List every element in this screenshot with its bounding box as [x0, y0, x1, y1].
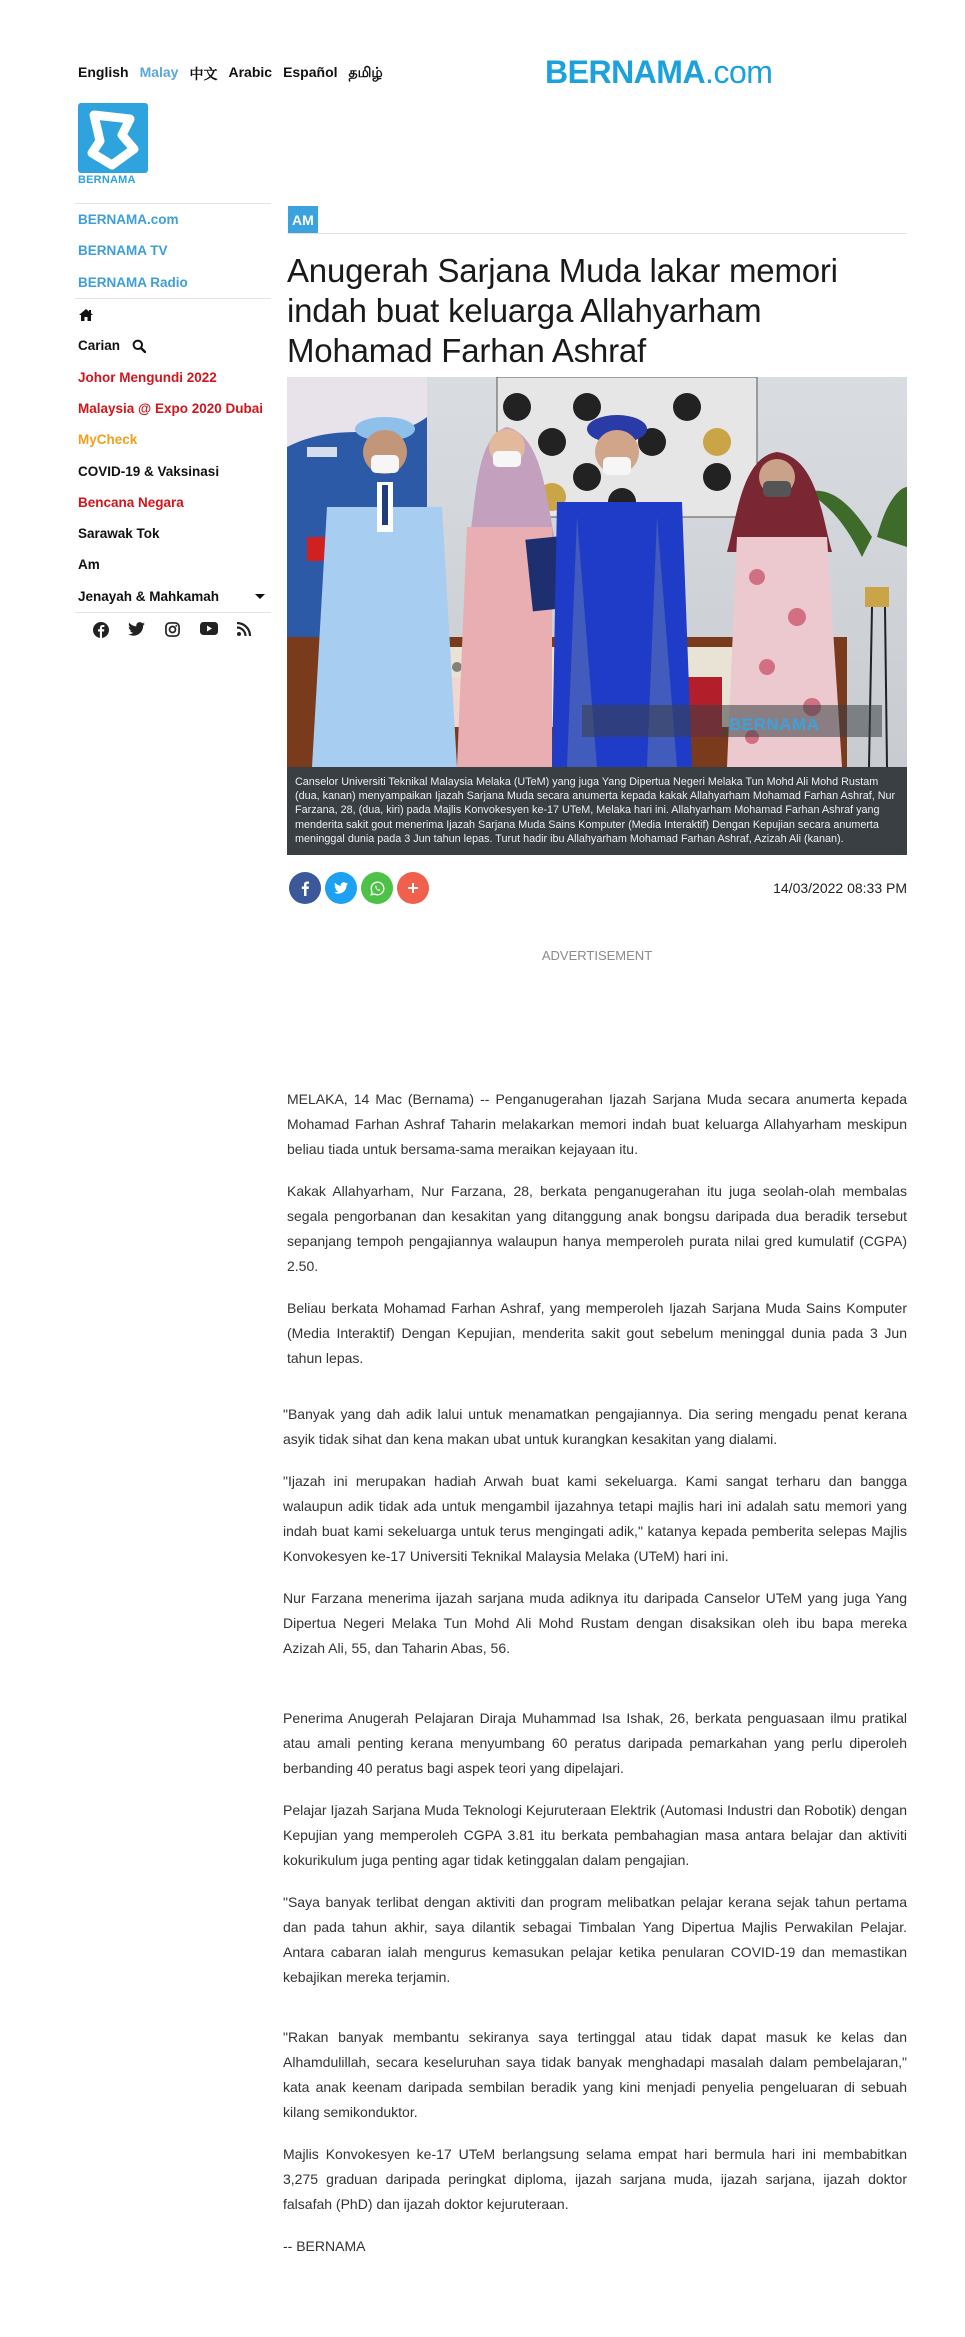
sidebar-item-label: Jenayah & Mahkamah — [78, 588, 220, 604]
share-row — [287, 871, 907, 905]
twitter-icon — [334, 882, 348, 894]
caret-down-icon — [255, 594, 265, 599]
sidebar-item-mycheck[interactable]: MyCheck — [78, 432, 138, 448]
sidebar-home[interactable] — [75, 299, 271, 330]
search-label: Carian — [78, 338, 121, 354]
share-twitter-button[interactable] — [325, 872, 357, 904]
lang-chinese[interactable]: 中文 — [189, 66, 218, 82]
search-icon — [132, 339, 146, 353]
lang-malay[interactable]: Malay — [139, 64, 179, 80]
wordmark-suffix: .com — [705, 54, 773, 90]
paragraph: Beliau berkata Mohamad Farhan Ashraf, yang memperoleh Ijazah Sarjana Muda Sains Komputer (Media Interaktif) Dengan Kepujian, menderita sakit gout sebelum meninggal dunia pada 3 Jun tahun lepas. — [287, 1300, 907, 1367]
instagram-icon[interactable] — [165, 622, 180, 638]
paragraph: "Rakan banyak membantu sekiranya saya tertinggal atau tidak dapat masuk ke kelas dan Alhamdulillah, secara keseluruhan saya tidak banyak menghadapi masalah dalam pembelajaran," kata anak keenam daripada sembilan beradik yang kini menjadi penyelia pengeluaran di sebuah kilang semikonduktor. — [283, 2029, 907, 2120]
youtube-icon[interactable] — [200, 622, 218, 638]
sidebar-link-bernama-tv[interactable]: BERNAMA TV — [78, 243, 168, 259]
paragraph: "Ijazah ini merupakan hadiah Arwah buat kami sekeluarga. Kami sangat terharu dan bangga walaupun adik tidak ada untuk mengambil ijazahnya tetapi majlis hari ini adalah satu memori yang indah buat kami sekeluarga untuk terus mengingati adik," katanya kepada pemberita selepas Majlis Konvokesyen ke-17 Universiti Teknikal Malaysia Melaka (UTeM) hari ini. — [283, 1473, 907, 1564]
paragraph: MELAKA, 14 Mac (Bernama) -- Penganugerahan Ijazah Sarjana Muda secara anumerta kepada Mohamad Farhan Ashraf Taharin melakarkan memori indah buat keluarga Allahyarham meskipun beliau tiada untuk bersama-sama meraikan kejayaan itu. — [287, 1091, 907, 1158]
sidebar-item-am[interactable]: Am — [78, 557, 100, 573]
home-icon — [78, 308, 94, 322]
logo-label: BERNAMA — [78, 174, 136, 186]
site-wordmark-logo[interactable] — [545, 54, 772, 91]
article-title: Anugerah Sarjana Muda lakar memori indah buat keluarga Allahyarham Mohamad Farhan Ashraf — [287, 252, 838, 369]
social-links — [75, 613, 271, 638]
article-body-block-1 — [287, 1087, 907, 1371]
article-body-block-4 — [283, 2025, 907, 2276]
paragraph: Penerima Anugerah Pelajaran Diraja Muhammad Isa Ishak, 26, berkata penguasaan ilmu pratikal atau amali penting kerana menyumbang 60 peratus daripada pemarkahan yang perlu diperoleh berbanding 40 peratus bagi aspek teori yang dipelajari. — [283, 1710, 907, 1776]
lang-tamil[interactable]: தமிழ் — [348, 64, 383, 80]
sidebar-item-jenayah[interactable] — [75, 581, 271, 612]
paragraph: Majlis Konvokesyen ke-17 UTeM berlangsung selama empat hari bermula hari ini membabitkan 3,275 graduan daripada peringkat diploma, ijazah sarjana muda, ijazah sarjana, ijazah doktor falsafah (PhD) dan ijazah doktor kejuruteraan. — [283, 2146, 907, 2212]
bernama-logo[interactable] — [78, 103, 150, 189]
category-row — [287, 204, 907, 234]
lang-english[interactable]: English — [78, 64, 129, 80]
share-facebook-button[interactable] — [289, 872, 321, 904]
sidebar-search[interactable] — [75, 330, 271, 361]
paragraph: Pelajar Ijazah Sarjana Muda Teknologi Kejuruteraan Elektrik (Automasi Industri dan Robotik) dengan Kepujian yang memperoleh CGPA 3.81 itu berkata pembahagian masa antara belajar dan aktiviti kokurikulum juga penting agar tidak ketinggalan dalam pengajian. — [283, 1802, 907, 1868]
sidebar-link-bernama-com[interactable]: BERNAMA.com — [78, 212, 179, 228]
category-badge[interactable]: AM — [288, 206, 318, 233]
article — [287, 204, 907, 1388]
wordmark-bold: BERNAMA — [545, 54, 706, 90]
paragraph: Kakak Allahyarham, Nur Farzana, 28, berkata penganugerahan itu juga seolah-olah membalas segala pengorbanan dan kesakitan yang ditanggung anak bongsu daripada dua beradik tersebut sepanjang tempoh pengajiannya walaupun hanya memperoleh purata nilai gred kumulatif (CGPA) 2.50. — [287, 1183, 907, 1275]
whatsapp-icon — [370, 881, 385, 896]
photo-caption: Canselor Universiti Teknikal Malaysia Melaka (UTeM) yang juga Yang Dipertua Negeri Melaka Tun Mohd Ali Mohd Rustam (dua, kanan) menyampaikan Ijazah Sarjana Muda secara anumerta kepada kakak Allahyarham Mohamad Farhan Ashraf, Nur Farzana, 28, (dua, kiri) pada Majlis Konvokesyen ke-17 UTeM, Melaka hari ini. Allahyarham Mohamad Farhan Ashraf yang menderita sakit gout menerima Ijazah Sarjana Muda Sains Komputer (Media Interaktif) Dengan Kepujian secara anumerta meninggal dunia pada 3 Jun tahun lepas. Turut hadir ibu Allahyarham Mohamad Farhan Ashraf, Azizah Ali (kanan). — [287, 767, 907, 855]
sidebar-link-bernama-radio[interactable]: BERNAMA Radio — [78, 274, 188, 290]
facebook-icon — [300, 880, 310, 896]
twitter-icon[interactable] — [128, 622, 145, 638]
sidebar-nav — [75, 203, 271, 638]
share-whatsapp-button[interactable] — [361, 872, 393, 904]
paragraph: Nur Farzana menerima ijazah sarjana muda adiknya itu daripada Canselor UTeM yang juga Yang Dipertua Negeri Melaka Tun Mohd Ali Mohd Rustam dengan disaksikan oleh ibu bapa mereka Azizah Ali, 55, dan Taharin Abas, 56. — [283, 1590, 907, 1656]
article-body-block-3 — [283, 1706, 907, 2007]
paragraph: "Banyak yang dah adik lalui untuk menamatkan pengajiannya. Dia sering mengadu penat kerana asyik tidak sihat dan kena makan ubat untuk kurangkan kesakitan yang dialami. — [283, 1406, 907, 1447]
paragraph: "Saya banyak terlibat dengan aktiviti dan program melibatkan pelajar kerana sejak tahun pertama dan pada tahun akhir, saya dilantik sebagai Timbalan Yang Dipertua Majlis Perwakilan Pelajar. Antara cabaran ialah mengurus kemasukan pelajar ketika penularan COVID-19 dan memastikan kebajikan mereka terjamin. — [283, 1894, 907, 1985]
photo-watermark: BERNAMA — [729, 715, 820, 734]
lang-spanish[interactable]: Español — [283, 64, 338, 80]
rss-icon[interactable] — [237, 622, 251, 638]
byline: -- BERNAMA — [283, 2238, 366, 2254]
share-more-button[interactable] — [397, 872, 429, 904]
advertisement-label: ADVERTISEMENT — [541, 948, 653, 964]
language-bar — [78, 64, 383, 84]
sidebar-item-expo-dubai[interactable]: Malaysia @ Expo 2020 Dubai — [78, 400, 263, 416]
sidebar-item-bencana[interactable]: Bencana Negara — [78, 494, 184, 510]
plus-icon — [407, 882, 419, 894]
sidebar-item-johor-mengundi[interactable]: Johor Mengundi 2022 — [78, 369, 217, 385]
lang-arabic[interactable]: Arabic — [228, 64, 273, 80]
facebook-icon[interactable] — [93, 622, 109, 638]
advertisement-slot — [287, 963, 907, 1067]
publish-timestamp: 14/03/2022 08:33 PM — [773, 880, 907, 897]
share-buttons — [287, 872, 429, 904]
sidebar-item-sarawak-tok[interactable]: Sarawak Tok — [78, 526, 160, 542]
bernama-b-icon — [78, 103, 148, 173]
sidebar-item-covid[interactable]: COVID-19 & Vaksinasi — [78, 463, 220, 479]
article-photo — [287, 377, 907, 767]
article-body-block-2 — [283, 1402, 907, 1678]
